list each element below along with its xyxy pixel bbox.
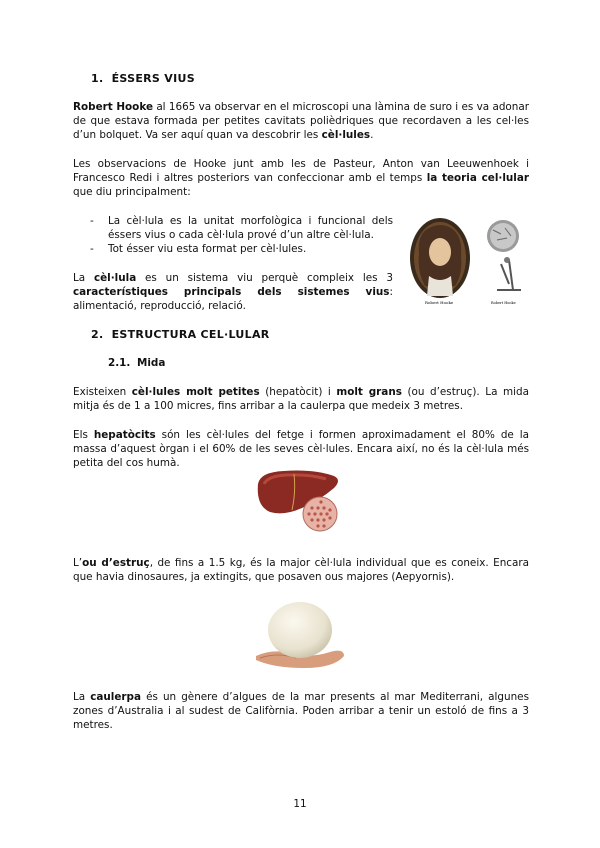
paragraph-hooke: [73, 100, 529, 143]
bold-text: caulerpa: [90, 691, 141, 703]
bold-text: cèl·lula: [93, 272, 137, 284]
text: (hepatòcit) i: [259, 386, 337, 398]
page-number: 11: [293, 798, 307, 810]
text: : alimentació, reproducció, relació.: [73, 286, 393, 313]
paragraph-cell-system: [73, 271, 393, 314]
text: (ou d’estruç). La mida mitja és de 1 a 100 micres, fins arribar a la caulerpa que medeix 3 metres.: [73, 386, 529, 413]
text: , de fins a 1.5 kg, és la major cèl·lula individual que es coneix. Encara que havia dinosaures, ja extingits, que posaven ous majores (Aepyornis).: [73, 557, 529, 584]
section-heading-1: [91, 72, 195, 86]
section-number: 1.: [91, 72, 104, 85]
text: Les observacions de Hooke junt amb les de Pasteur, Anton van Leeuwenhoek i Francesco Redi i altres posteriors van confeccionar amb el temps: [73, 158, 529, 185]
hooke-portrait-image: [405, 214, 527, 306]
text: són les cèl·lules del fetge i formen aproximadament el 80% de la massa d’aquest òrgan i el 60% de les seves cèl·lules. Encara així, no és la cèl·lula més petita del cos humà.: [73, 429, 530, 470]
bold-text: molt grans: [336, 386, 402, 398]
paragraph-caulerpa: [73, 690, 529, 733]
subsection-number: 2.1.: [108, 357, 131, 369]
section-title: ESTRUCTURA CEL·LULAR: [111, 328, 270, 341]
hooke-illustration: [405, 214, 527, 306]
section-number: 2.: [91, 328, 104, 341]
liver-illustration: [254, 466, 350, 532]
text: La: [73, 691, 91, 703]
theory-bullet-list: [90, 214, 393, 257]
list-item: - Tot ésser viu esta format per cèl·lules.: [90, 242, 393, 256]
text: al 1665 va observar en el microscopi una làmina de suro i es va adonar de que estava formada per petites cavitats polièdriques que recordaven a les cel·les d’un bolquet. Va ser aquí quan va descobrir les: [73, 101, 529, 142]
bold-text: cèl·lules: [321, 129, 371, 142]
subsection-heading: [108, 356, 165, 370]
text: es un sistema viu perquè compleix les 3: [136, 272, 393, 284]
image-caption: Robert Hooke: [425, 300, 454, 305]
bold-text: la teoria cel·lular: [426, 172, 529, 185]
paragraph-ostrich-egg: [73, 556, 529, 584]
text: .: [370, 129, 374, 142]
ostrich-egg-image: [254, 598, 346, 670]
text: Els: [73, 429, 94, 441]
bold-text: ou d’estruç: [82, 557, 150, 569]
bold-text: cèl·lules molt petites: [131, 386, 260, 398]
section-title: ÉSSERS VIUS: [111, 72, 195, 85]
subsection-title: Mida: [136, 357, 166, 369]
paragraph-hepatocytes: [73, 428, 529, 471]
section-heading-2: [91, 328, 270, 342]
paragraph-cell-theory: [73, 157, 529, 200]
text: és un gènere d’algues de la mar presents al mar Mediterrani, algunes zones d’Australia i al sudest de Califòrnia. Poden arribar a tenir un estoló de fins a 3 metres.: [73, 691, 529, 732]
text: La: [73, 272, 94, 284]
liver-image: [254, 466, 350, 532]
text: Existeixen: [73, 386, 132, 398]
text: que diu principalment:: [73, 186, 191, 199]
bold-text: característiques principals dels sistemes vius: [73, 286, 390, 299]
text: L’: [73, 557, 83, 569]
bold-text: hepatòcits: [93, 429, 156, 441]
image-caption: Robert Hooke: [491, 301, 516, 305]
ostrich-egg-illustration: [254, 598, 346, 670]
bold-text: Robert Hooke: [73, 101, 153, 113]
list-item: - La cèl·lula es la unitat morfològica i funcional dels éssers vius o cada cèl·lula prové d’un altre cèl·lula.: [90, 214, 393, 242]
paragraph-size: [73, 385, 529, 413]
